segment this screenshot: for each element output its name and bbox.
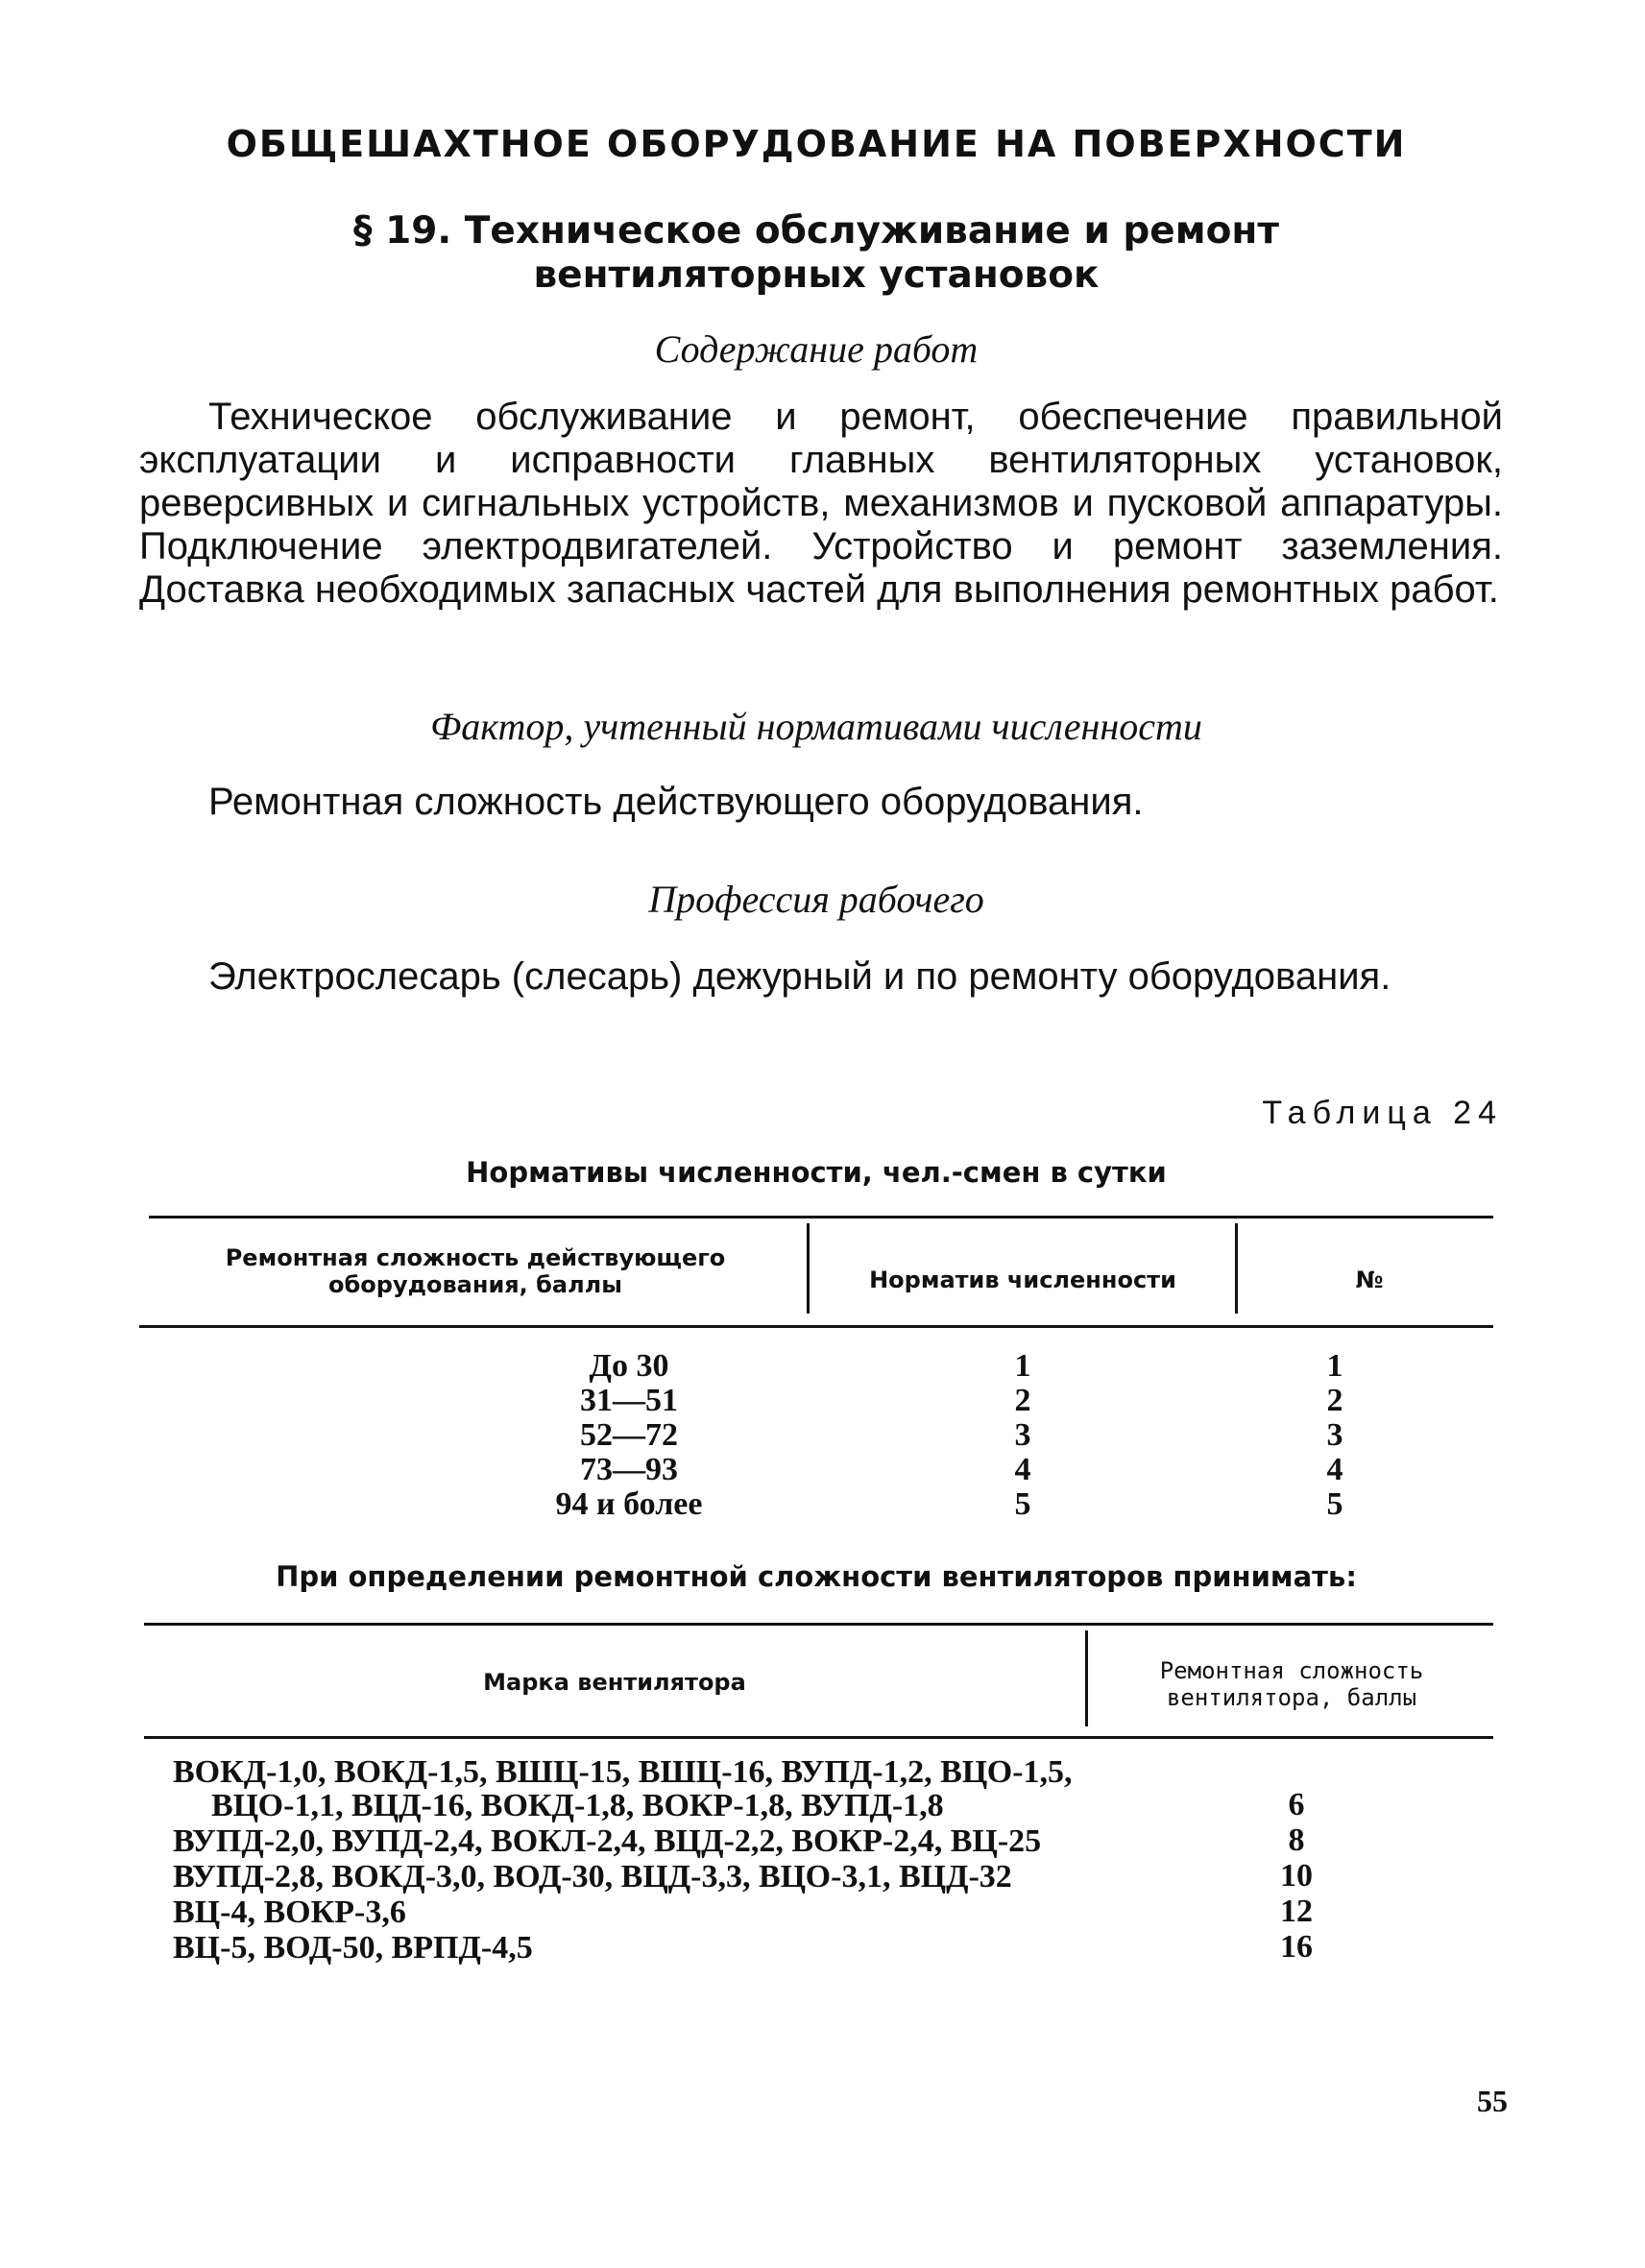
factor-text: Ремонтная сложность действующего оборудования.: [208, 781, 1144, 823]
complexity-cell: 52—72: [580, 1417, 678, 1453]
profession-text: Электрослесарь (слесарь) дежурный и по ремонту оборудования.: [208, 955, 1391, 998]
paragraph-title-line2: вентиляторных установок: [533, 253, 1100, 297]
table-row: [173, 1895, 1498, 1929]
table-caption: Нормативы численности, чел.-смен в сутки: [466, 1156, 1167, 1189]
table-row: [149, 1384, 1493, 1418]
table-row: [149, 1418, 1493, 1453]
norm-cell: 1: [1014, 1348, 1031, 1384]
content-heading: Содержание работ: [654, 327, 979, 371]
fan-models-cell: ВЦ-5, ВОД-50, ВРПД-4,5: [173, 1930, 533, 1966]
fan-score-cell: 6: [1288, 1787, 1305, 1822]
fan-score-cell: 12: [1280, 1894, 1313, 1929]
fan-score-cell: 10: [1280, 1858, 1313, 1894]
table-row: [173, 1931, 1498, 1965]
fan-models-cell: ВУПД-2,8, ВОКД-3,0, ВОД-30, ВЦД-3,3, ВЦО-3,1, ВЦД-32: [173, 1859, 1012, 1894]
factor-heading: Фактор, учтенный нормативами численности: [430, 705, 1202, 748]
norm-cell: 2: [1014, 1383, 1031, 1418]
fan-score-cell: 8: [1288, 1822, 1305, 1858]
norm-cell: 5: [1014, 1486, 1031, 1522]
fan-models-cell: ВУПД-2,0, ВУПД-2,4, ВОКЛ-2,4, ВЦД-2,2, ВОКР-2,4, ВЦ-25: [173, 1823, 1042, 1859]
fan-score-cell: 16: [1280, 1929, 1313, 1965]
fan-models-cell: ВЦ-4, ВОКР-3,6: [173, 1894, 406, 1930]
table-row: [173, 1755, 1498, 1822]
num-cell: 4: [1326, 1452, 1343, 1487]
paragraph-title: [144, 209, 1488, 298]
table2-caption: При определении ремонтной сложности вентиляторов принимать:: [276, 1560, 1357, 1593]
table2-header-score: Ремонтная сложность вентилятора, баллы: [1159, 1657, 1424, 1711]
table1-header-num: №: [1355, 1267, 1384, 1293]
table2-header-model: Марка вентилятора: [483, 1669, 746, 1696]
table-row: [149, 1349, 1493, 1384]
norm-cell: 4: [1014, 1452, 1031, 1487]
complexity-cell: До 30: [589, 1348, 669, 1384]
page-number: 55: [1477, 2084, 1508, 2118]
table2-header-rule: [144, 1736, 1493, 1739]
table1-header-complexity: Ремонтная сложность действующего оборудования, баллы: [225, 1244, 726, 1298]
profession-heading: Профессия рабочего: [648, 878, 984, 921]
table2-col-divider: [1085, 1630, 1088, 1726]
num-cell: 2: [1326, 1383, 1343, 1418]
num-cell: 3: [1326, 1417, 1343, 1453]
table2-top-rule: [144, 1623, 1493, 1626]
table1-header-rule: [139, 1325, 1493, 1328]
table1-body: [149, 1349, 1493, 1522]
section-title: ОБЩЕШАХТНОЕ ОБОРУДОВАНИЕ НА ПОВЕРХНОСТИ: [226, 123, 1407, 165]
table1-top-rule: [149, 1216, 1493, 1218]
complexity-cell: 73—93: [580, 1452, 678, 1487]
norm-cell: 3: [1014, 1417, 1031, 1453]
table1-col-divider: [1235, 1223, 1238, 1314]
table-row: [173, 1824, 1498, 1858]
fan-models-cell: ВОКД-1,0, ВОКД-1,5, ВШЦ-15, ВШЦ-16, ВУПД-1,2, ВЦО-1,5, ВЦО-1,1, ВЦД-16, ВОКД-1,8, ВОКР-1,8, ВУПД-1,8: [173, 1754, 1073, 1823]
num-cell: 1: [1326, 1348, 1343, 1384]
content-text: Техническое обслуживание и ремонт, обеспечение правильной эксплуатации и исправности главных вентиляторных установок, реверсивных и сигнальных устройств, механизмов и пусковой аппаратуры. Подключение электродвигателей. Устройство и ремонт заземления. Доставка необходимых запасных частей для выполнения ремонтных работ.: [139, 396, 1503, 611]
num-cell: 5: [1326, 1486, 1343, 1522]
table-row: [149, 1487, 1493, 1522]
table1-col-divider: [807, 1223, 810, 1314]
table1-header-norm: Норматив численности: [869, 1267, 1176, 1293]
complexity-cell: 94 и более: [555, 1486, 703, 1522]
table-row: [149, 1453, 1493, 1487]
complexity-cell: 31—51: [580, 1383, 678, 1418]
table2-body: [173, 1755, 1498, 1966]
table-label: Таблица 24: [1262, 1095, 1503, 1131]
paragraph-title-line1: § 19. Техническое обслуживание и ремонт: [353, 209, 1279, 253]
table-row: [173, 1860, 1498, 1894]
